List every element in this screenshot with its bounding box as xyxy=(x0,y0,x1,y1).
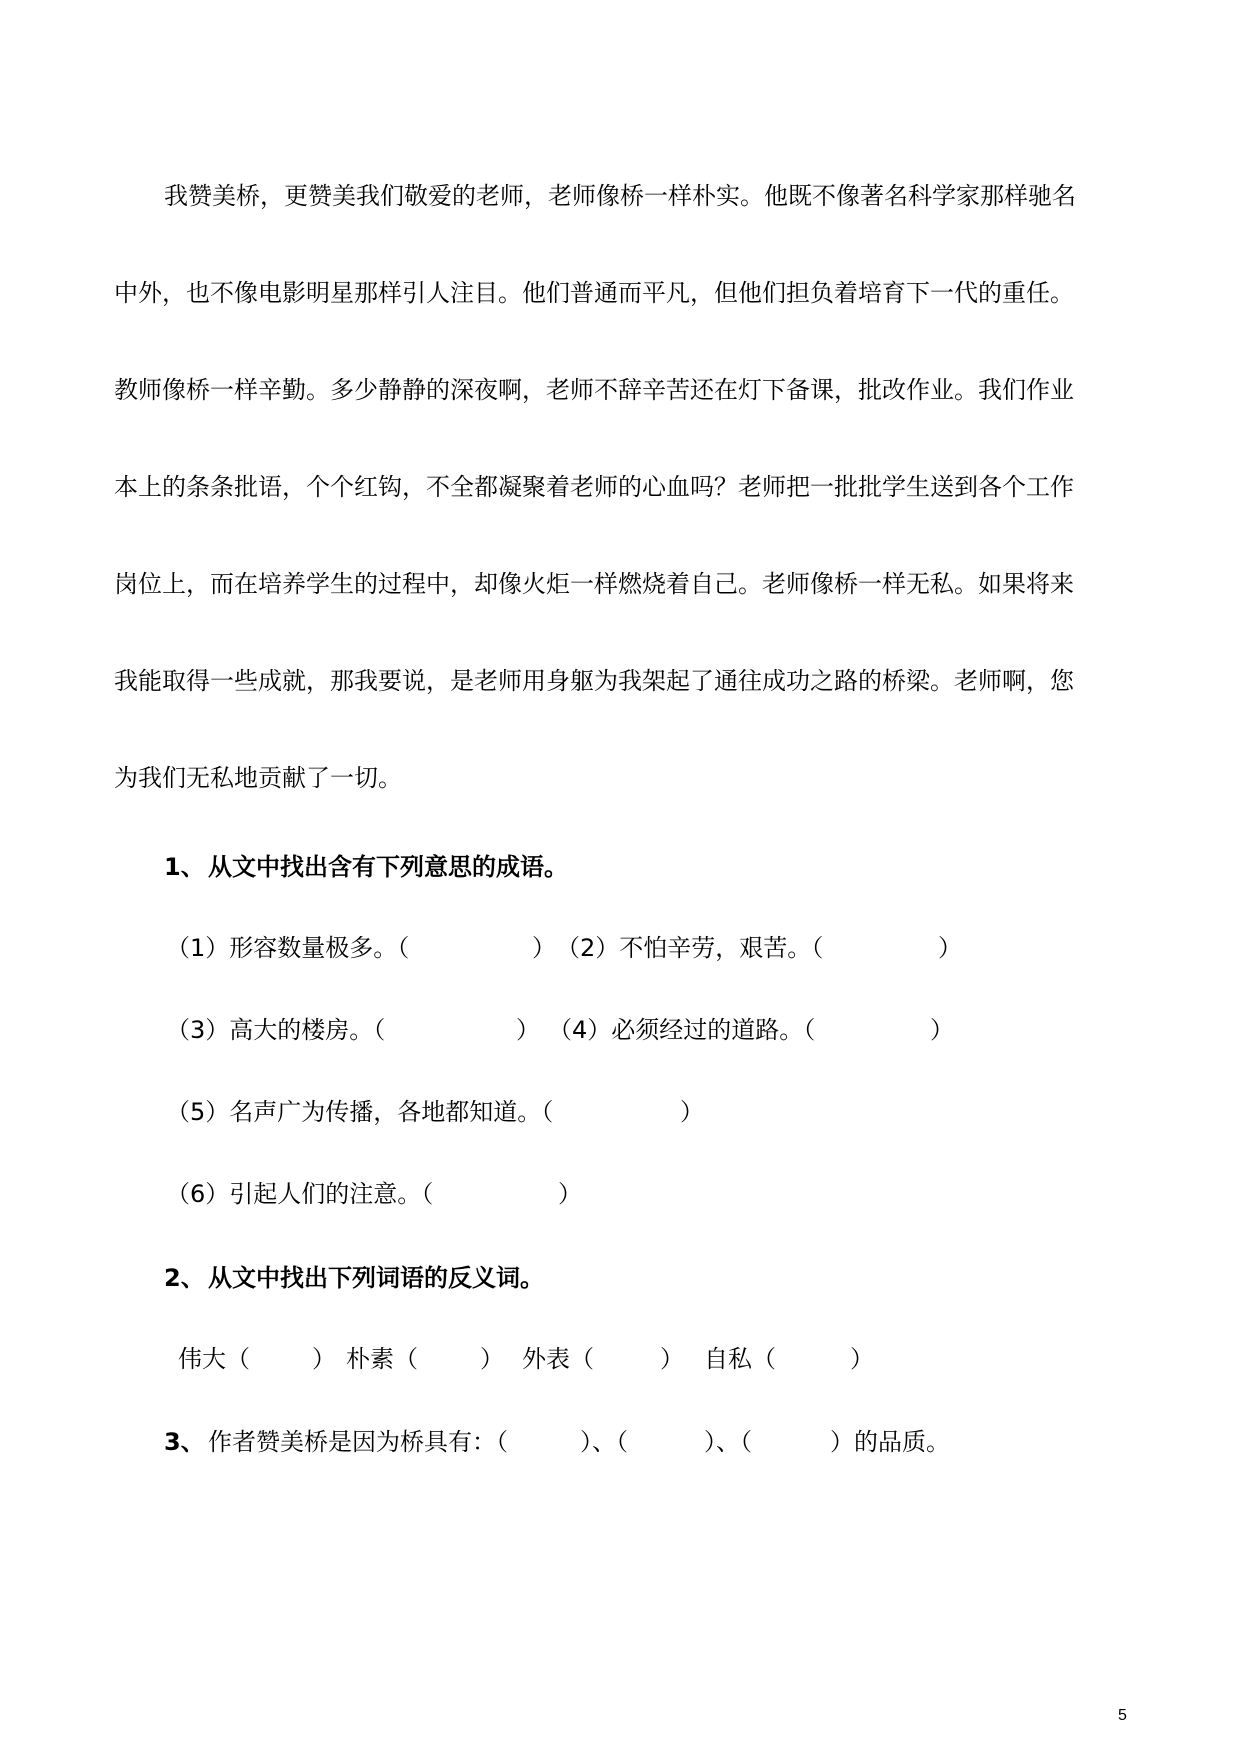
passage-line-3: 教师像桥一样辛勤。多少静静的深夜啊，老师不辞辛苦还在灯下备课，批改作业。我们作业 xyxy=(114,376,1074,404)
q2-word-2-close: ） xyxy=(480,1345,504,1373)
q1-item-3: （3）高大的楼房。（ xyxy=(166,1016,386,1044)
question-3-ending: ）的品质。 xyxy=(830,1428,950,1456)
question-3-separator-2: ）、（ xyxy=(704,1428,752,1456)
question-2-text: 从文中找出下列词语的反义词。 xyxy=(208,1264,544,1292)
q1-item-5-close: ） xyxy=(680,1098,704,1126)
q1-item-1: （1）形容数量极多。（ xyxy=(166,934,410,962)
q1-item-4-close: ） xyxy=(930,1016,954,1044)
question-1-number: 1、 xyxy=(164,853,205,881)
q2-word-4: 自私（ xyxy=(704,1345,776,1373)
q2-word-3-close: ） xyxy=(660,1345,684,1373)
question-3-separator-1: ）、（ xyxy=(580,1428,628,1456)
q1-item-6-close: ） xyxy=(558,1180,582,1208)
question-3-number: 3、 xyxy=(164,1428,205,1456)
q2-word-1-close: ） xyxy=(312,1345,336,1373)
question-3-text: 作者赞美桥是因为桥具有：（ xyxy=(208,1428,508,1456)
passage-line-5: 岗位上，而在培养学生的过程中，却像火炬一样燃烧着自己。老师像桥一样无私。如果将来 xyxy=(114,570,1074,598)
q1-item-4: （4）必须经过的道路。（ xyxy=(548,1016,816,1044)
q1-item-5: （5）名声广为传播，各地都知道。（ xyxy=(166,1098,554,1126)
passage-line-1: 我赞美桥，更赞美我们敬爱的老师，老师像桥一样朴实。他既不像著名科学家那样驰名 xyxy=(164,182,1076,210)
question-1-text: 从文中找出含有下列意思的成语。 xyxy=(208,853,568,881)
question-1-title xyxy=(164,851,568,883)
q2-word-4-close: ） xyxy=(850,1345,874,1373)
question-2-title xyxy=(164,1262,544,1294)
page-number: 5 xyxy=(1118,1707,1127,1724)
question-2-number: 2、 xyxy=(164,1264,205,1292)
q2-word-3: 外表（ xyxy=(522,1345,594,1373)
q2-word-2: 朴素（ xyxy=(346,1345,418,1373)
passage-line-2: 中外，也不像电影明星那样引人注目。他们普通而平凡，但他们担负着培育下一代的重任。 xyxy=(114,279,1074,307)
q1-item-2: （2）不怕辛劳，艰苦。（ xyxy=(556,934,824,962)
q1-item-3-close: ） xyxy=(516,1016,540,1044)
q1-item-1-close: ） xyxy=(532,934,556,962)
passage-line-4: 本上的条条批语，个个红钩，不全都凝聚着老师的心血吗？老师把一批批学生送到各个工作 xyxy=(114,473,1074,501)
q1-item-2-close: ） xyxy=(938,934,962,962)
passage-line-6: 我能取得一些成就，那我要说，是老师用身躯为我架起了通往成功之路的桥梁。老师啊，您 xyxy=(114,667,1074,695)
passage-line-7: 为我们无私地贡献了一切。 xyxy=(114,764,402,792)
q1-item-6: （6）引起人们的注意。（ xyxy=(166,1180,434,1208)
q2-word-1: 伟大（ xyxy=(178,1345,250,1373)
